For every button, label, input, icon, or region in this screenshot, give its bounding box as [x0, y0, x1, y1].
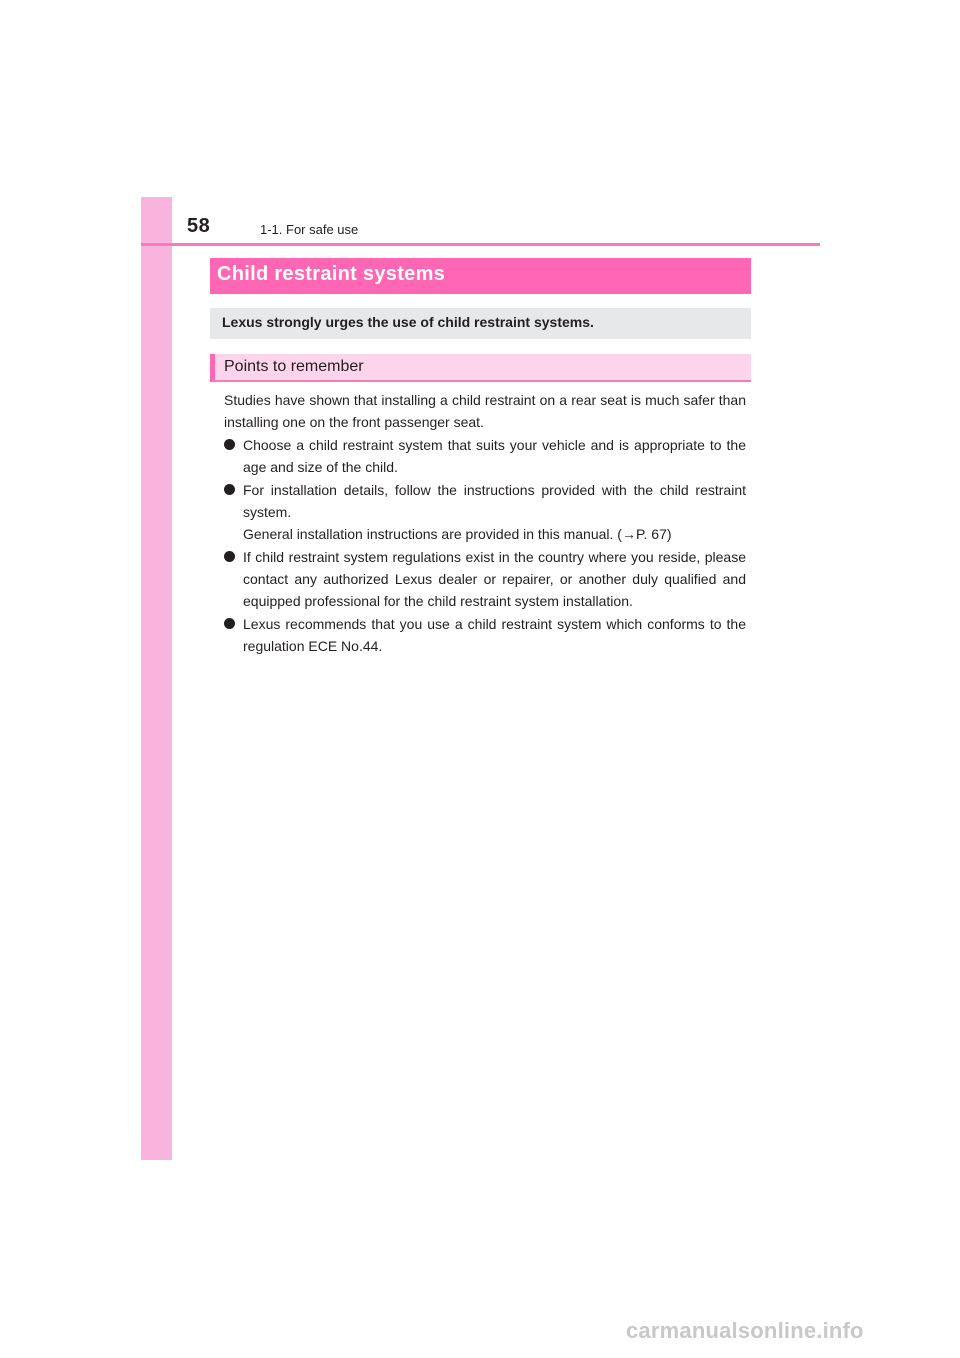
list-item	[224, 613, 746, 657]
bullet-text: Choose a child restraint system that suits your vehicle and is appropriate to the age and size of the child.	[243, 437, 746, 475]
bullet-icon	[224, 484, 235, 495]
bullet-icon	[224, 439, 235, 450]
bullet-text: If child restraint system regulations exist in the country where you reside, please contact any authorized Lexus dealer or repairer, or another duly qualified and equipped professional for the child restraint system installation.	[243, 549, 746, 609]
section-label: 1-1. For safe use	[260, 222, 359, 237]
chapter-side-tab	[141, 197, 172, 1160]
page-reference-link[interactable]: General installation instructions are provided in this manual. (→P. 67)	[243, 526, 672, 542]
intro-text: Lexus strongly urges the use of child restraint systems.	[222, 314, 594, 330]
bullet-icon	[224, 551, 235, 562]
body-paragraph: Studies have shown that installing a child restraint on a rear seat is much safer than installing one on the front passenger seat.	[224, 392, 746, 430]
bullet-text: Lexus recommends that you use a child restraint system which conforms to the regulation ECE No.44.	[243, 616, 746, 654]
header-divider	[141, 243, 820, 246]
subsection-header	[210, 354, 751, 382]
subsection-title: Points to remember	[224, 358, 364, 375]
list-item	[224, 479, 746, 545]
list-item	[224, 434, 746, 478]
bullet-text: For installation details, follow the instructions provided with the child restraint system.	[243, 482, 746, 520]
intro-box	[210, 308, 751, 339]
bullet-list	[224, 434, 746, 658]
bullet-icon	[224, 618, 235, 629]
list-item	[224, 546, 746, 612]
page-number: 58	[187, 215, 211, 237]
page-title-bar	[210, 258, 751, 294]
watermark: carmanualsonline.info	[626, 1318, 864, 1343]
page-title: Child restraint systems	[217, 263, 446, 285]
